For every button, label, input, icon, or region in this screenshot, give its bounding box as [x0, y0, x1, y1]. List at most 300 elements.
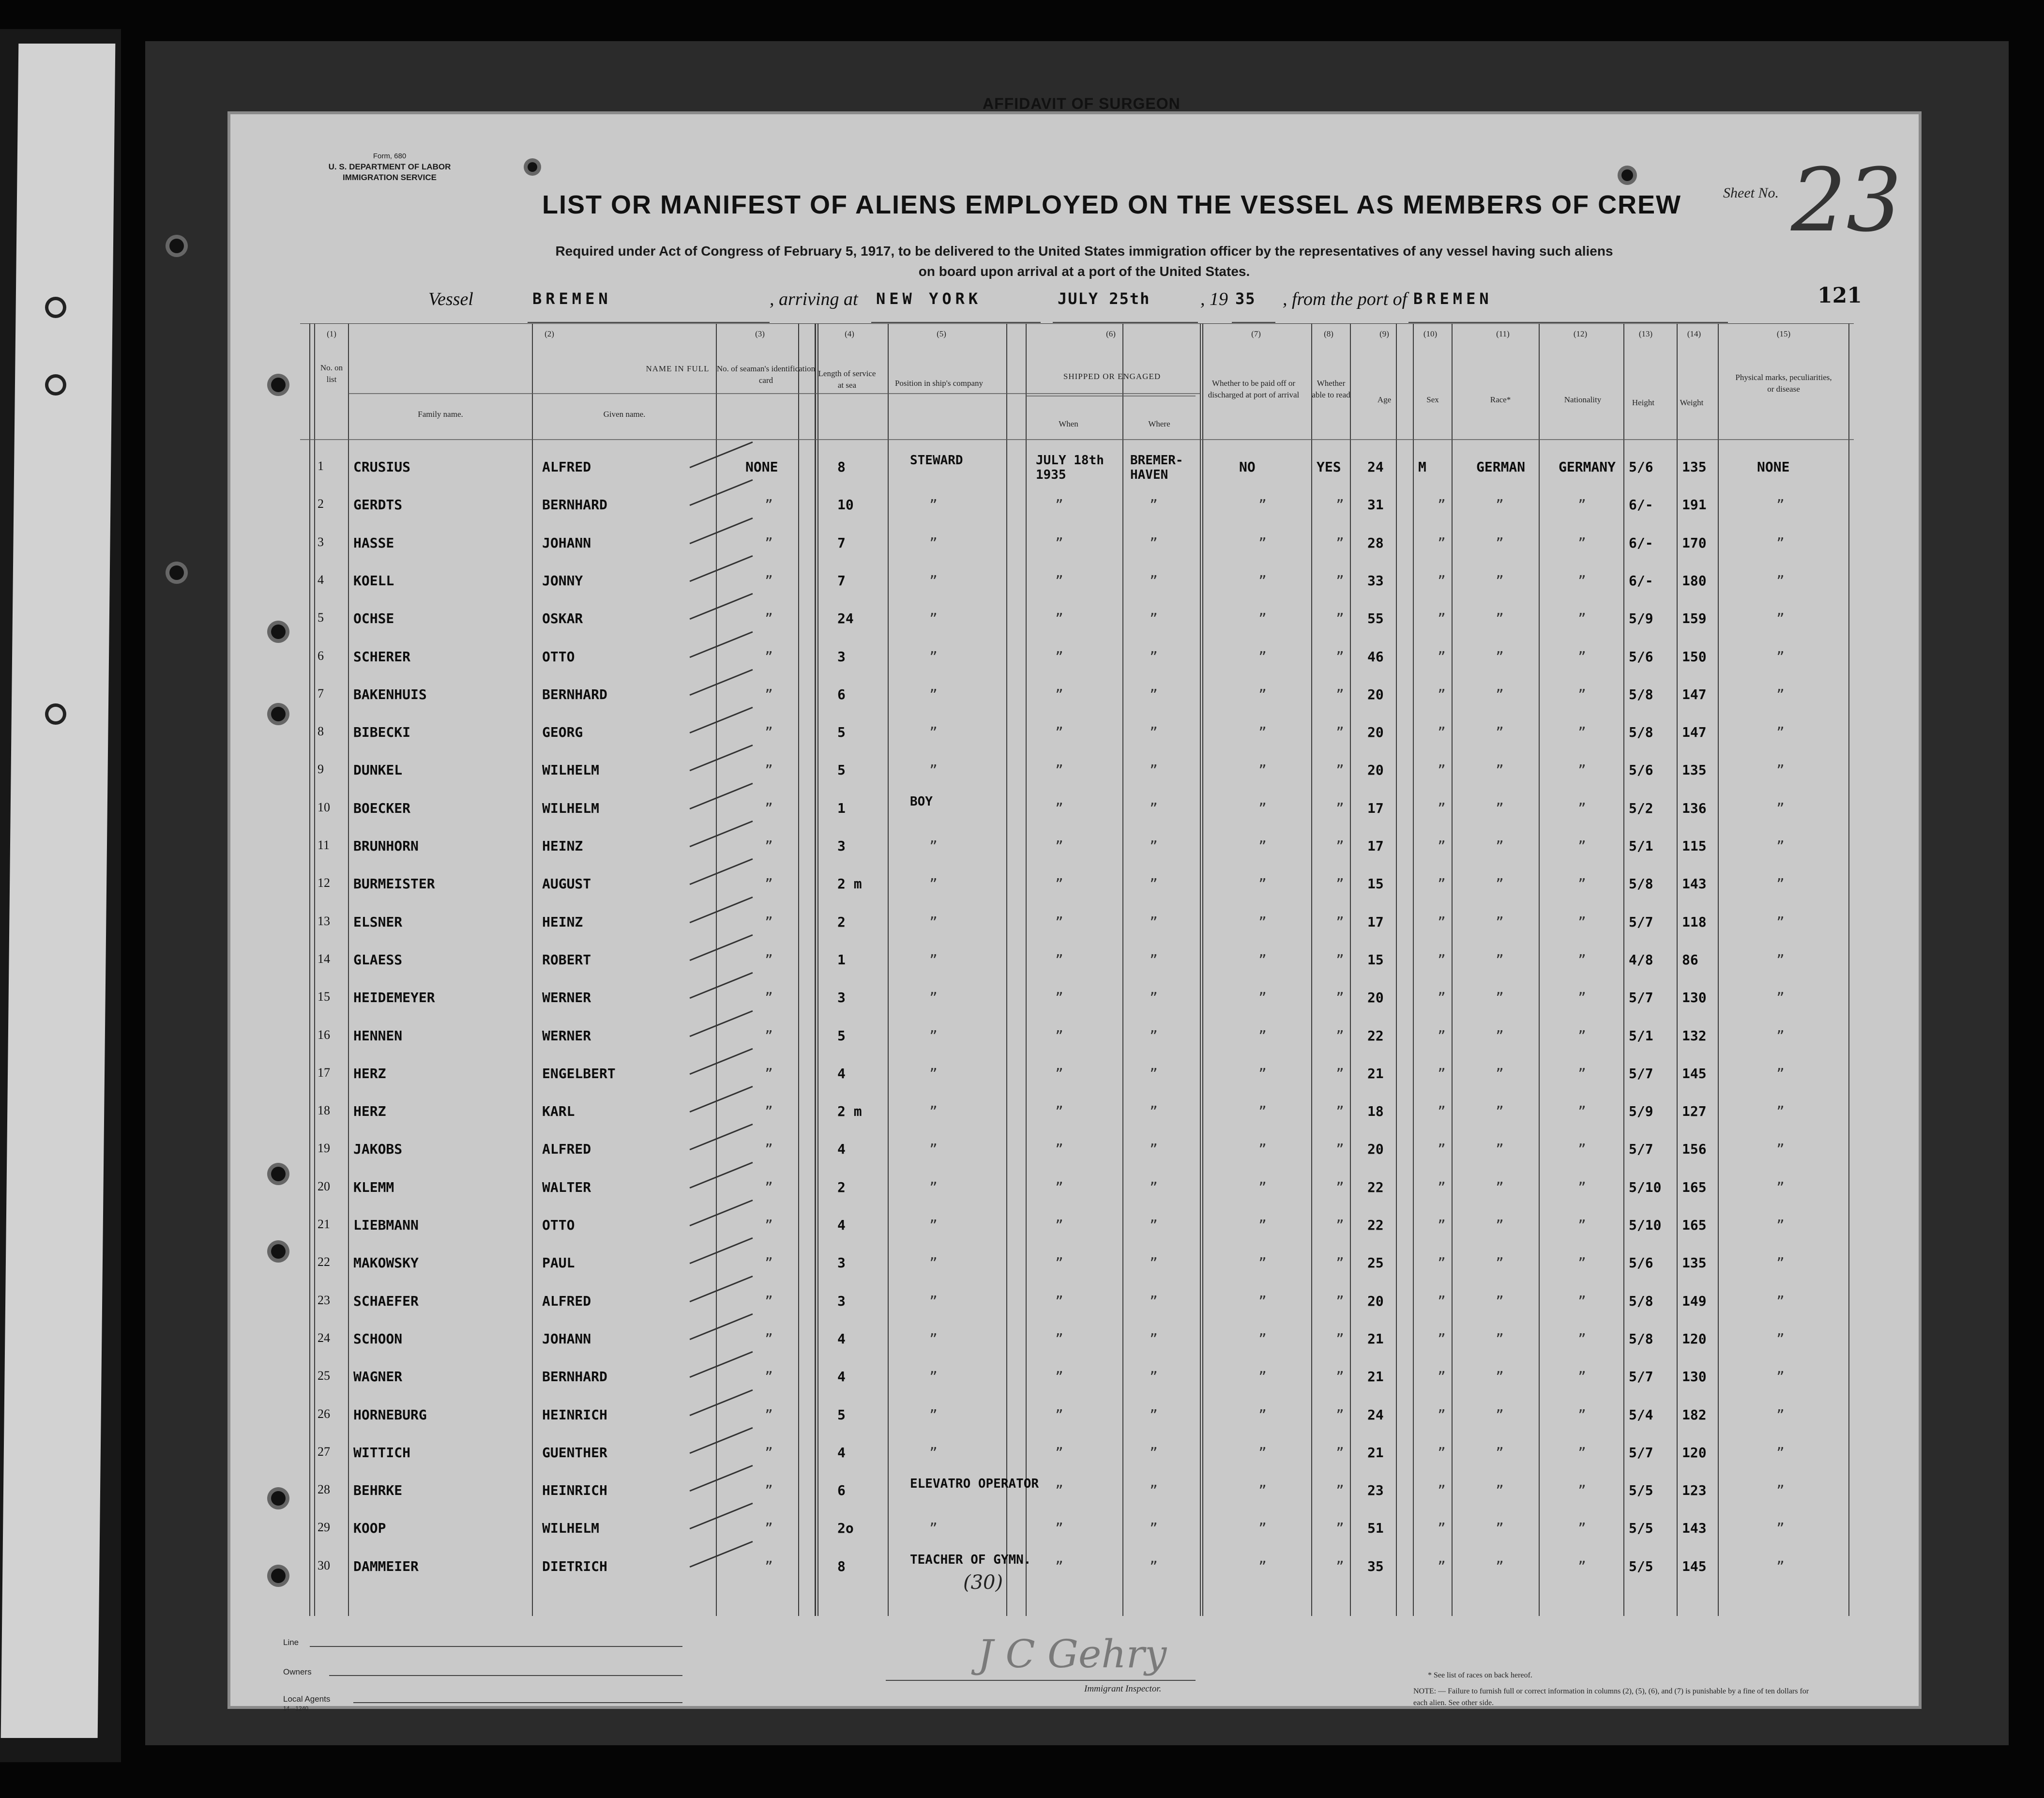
cell-service: 3: [837, 1255, 846, 1271]
cell-paid: ”: [1258, 1520, 1267, 1537]
cell-paid: ”: [1258, 497, 1267, 513]
cell-service: 5: [837, 1406, 846, 1423]
cell-paid: ”: [1258, 572, 1267, 589]
cell-nationality: ”: [1578, 838, 1586, 854]
cell-race: ”: [1496, 1369, 1504, 1385]
cell-position: ”: [929, 1520, 938, 1537]
cell-position: ”: [929, 648, 938, 665]
cell-marks: ”: [1776, 1141, 1785, 1158]
cell-card: ”: [765, 876, 773, 892]
cell-service: 5: [837, 724, 846, 741]
cell-nationality: ”: [1578, 1406, 1586, 1423]
table-row: [300, 1552, 1854, 1596]
cell-nationality: ”: [1578, 1369, 1586, 1385]
underline: [353, 1702, 682, 1703]
cell-age: 15: [1367, 876, 1384, 892]
cell-when: ”: [1055, 1179, 1063, 1195]
cell-sex: ”: [1438, 1558, 1446, 1574]
cell-marks: ”: [1776, 1482, 1785, 1499]
cell-where: BREMER-HAVEN: [1130, 453, 1183, 482]
cell-card: ”: [765, 951, 773, 968]
cell-card: ”: [765, 914, 773, 930]
cell-height: 5/6: [1629, 762, 1653, 778]
cell-paid: ”: [1258, 838, 1267, 854]
cell-sex: ”: [1438, 1369, 1446, 1385]
cell-race: ”: [1496, 1520, 1504, 1537]
header-length-service: Length of service at sea: [818, 369, 876, 390]
cell-paid: ”: [1258, 1179, 1267, 1195]
cell-family: WAGNER: [353, 1369, 403, 1385]
from-label: , from the port of: [1283, 289, 1408, 309]
cell-sex: ”: [1438, 1065, 1446, 1082]
cell-service: 7: [837, 572, 846, 589]
form-header: [281, 151, 499, 183]
cell-no: 16: [318, 1027, 330, 1042]
cell-weight: 145: [1682, 1558, 1707, 1574]
cell-marks: ”: [1776, 1406, 1785, 1423]
cell-no: 1: [318, 459, 324, 473]
cell-position: ”: [929, 1065, 938, 1082]
cell-sex: ”: [1438, 1444, 1446, 1461]
cell-read: ”: [1336, 572, 1344, 589]
cell-given: GUENTHER: [542, 1444, 607, 1461]
cell-where: ”: [1150, 1179, 1158, 1195]
cell-nationality: ”: [1578, 990, 1586, 1006]
cell-sex: ”: [1438, 610, 1446, 627]
cell-when: ”: [1055, 838, 1063, 854]
cell-given: JOHANN: [542, 1330, 591, 1347]
cell-given: ALFRED: [542, 459, 591, 475]
cell-service: 5: [837, 1027, 846, 1044]
cell-race: ”: [1496, 497, 1504, 513]
cell-height: 5/6: [1629, 459, 1653, 475]
cell-paid: ”: [1258, 1103, 1267, 1120]
cell-age: 23: [1367, 1482, 1384, 1499]
cell-where: ”: [1150, 1293, 1158, 1309]
cell-card: ”: [765, 1293, 773, 1309]
header-able-read: Whether able to read: [1312, 379, 1350, 399]
cell-given: ROBERT: [542, 951, 591, 968]
cell-card: ”: [765, 1369, 773, 1385]
cell-position: ”: [929, 1406, 938, 1423]
cell-read: ”: [1336, 951, 1344, 968]
cell-weight: 191: [1682, 497, 1707, 513]
cell-age: 17: [1367, 800, 1384, 816]
cell-read: ”: [1336, 1558, 1344, 1574]
cell-marks: ”: [1776, 1330, 1785, 1347]
cell-family: ELSNER: [353, 914, 403, 930]
cell-nationality: ”: [1578, 1065, 1586, 1082]
binder-hole: [271, 1569, 286, 1583]
cell-height: 5/8: [1629, 686, 1653, 702]
cell-sex: ”: [1438, 497, 1446, 513]
cell-position: ”: [929, 1141, 938, 1158]
cell-sex: ”: [1438, 838, 1446, 854]
header-seaman-card: No. of seaman's identification card: [716, 364, 816, 385]
cell-height: 5/9: [1629, 1103, 1653, 1120]
cell-race: ”: [1496, 1255, 1504, 1271]
cell-when: ”: [1055, 762, 1063, 778]
inspector-label: Immigrant Inspector.: [1084, 1684, 1162, 1694]
cell-weight: 159: [1682, 610, 1707, 627]
cell-weight: 165: [1682, 1179, 1707, 1195]
cell-position: ”: [929, 1369, 938, 1385]
sheet-label: Sheet No.: [1723, 185, 1779, 201]
cell-when: ”: [1055, 1520, 1063, 1537]
cell-card: ”: [765, 762, 773, 778]
year-suffix: 35: [1235, 290, 1256, 308]
cell-marks: ”: [1776, 497, 1785, 513]
cell-nationality: ”: [1578, 1179, 1586, 1195]
cell-race: ”: [1496, 914, 1504, 930]
cell-age: 33: [1367, 572, 1384, 589]
cell-when: ”: [1055, 572, 1063, 589]
cell-marks: ”: [1776, 1027, 1785, 1044]
cell-given: HEINZ: [542, 838, 583, 854]
cell-weight: 182: [1682, 1406, 1707, 1423]
cell-service: 4: [837, 1444, 846, 1461]
cell-age: 21: [1367, 1330, 1384, 1347]
cell-when: ”: [1055, 648, 1063, 665]
cell-service: 6: [837, 686, 846, 702]
cell-weight: 136: [1682, 800, 1707, 816]
header-race: Race*: [1490, 395, 1511, 404]
header-height: Height: [1632, 398, 1655, 407]
cell-marks: ”: [1776, 1369, 1785, 1385]
cell-age: 18: [1367, 1103, 1384, 1120]
header-nationality: Nationality: [1564, 395, 1602, 404]
table-row: [300, 1179, 1854, 1217]
table-row: [300, 724, 1854, 762]
cell-paid: ”: [1258, 1065, 1267, 1082]
col-num: (7): [1251, 329, 1261, 338]
cell-age: 28: [1367, 534, 1384, 551]
cell-service: 4: [837, 1065, 846, 1082]
cell-position: ”: [929, 1217, 938, 1233]
cell-read: ”: [1336, 1065, 1344, 1082]
cell-paid: ”: [1258, 1027, 1267, 1044]
cell-given: WERNER: [542, 1027, 591, 1044]
cell-weight: 149: [1682, 1293, 1707, 1309]
table-row: [300, 794, 1854, 838]
header-shipped: SHIPPED OR ENGAGED: [1063, 372, 1161, 381]
table-row: [300, 497, 1854, 534]
cell-height: 5/7: [1629, 1141, 1653, 1158]
cell-read: ”: [1336, 686, 1344, 702]
cell-read: ”: [1336, 838, 1344, 854]
cell-read: ”: [1336, 1330, 1344, 1347]
header-physical: Physical marks, peculiarities, or disease: [1735, 373, 1832, 394]
cell-sex: ”: [1438, 876, 1446, 892]
cell-age: 20: [1367, 1141, 1384, 1158]
binder-hole: [271, 707, 286, 721]
cell-given: OSKAR: [542, 610, 583, 627]
cell-height: 5/7: [1629, 1065, 1653, 1082]
cell-sex: ”: [1438, 686, 1446, 702]
cell-read: ”: [1336, 1255, 1344, 1271]
cell-service: 2 m: [837, 1103, 862, 1120]
cell-sex: ”: [1438, 648, 1446, 665]
cell-no: 17: [318, 1065, 330, 1080]
underline: [871, 322, 1041, 323]
cell-marks: ”: [1776, 1558, 1785, 1574]
cell-no: 2: [318, 497, 324, 511]
cell-marks: ”: [1776, 648, 1785, 665]
cell-weight: 132: [1682, 1027, 1707, 1044]
underline: [886, 1680, 1196, 1681]
vessel-name: BREMEN: [532, 290, 612, 308]
cell-family: BIBECKI: [353, 724, 411, 741]
cell-read: YES: [1317, 459, 1341, 475]
header-position: Position in ship's company: [894, 379, 984, 388]
cell-weight: 143: [1682, 1520, 1707, 1537]
cell-card: ”: [765, 1255, 773, 1271]
table-row: [300, 1103, 1854, 1141]
cell-marks: ”: [1776, 990, 1785, 1006]
arrival-date: JULY 25th: [1058, 290, 1151, 308]
cell-read: ”: [1336, 1520, 1344, 1537]
cell-position: ”: [929, 497, 938, 513]
crew-table: [300, 323, 1854, 1616]
affidavit-label: AFFIDAVIT OF SURGEON: [983, 95, 1181, 112]
cell-height: 5/2: [1629, 800, 1653, 816]
table-row: [300, 1141, 1854, 1179]
cell-nationality: ”: [1578, 800, 1586, 816]
table-row: [300, 952, 1854, 990]
cell-where: ”: [1150, 1406, 1158, 1423]
cell-given: OTTO: [542, 648, 575, 665]
cell-position: ”: [929, 534, 938, 551]
cell-where: ”: [1150, 1444, 1158, 1461]
cell-service: 6: [837, 1482, 846, 1499]
cell-weight: 127: [1682, 1103, 1707, 1120]
cell-sex: ”: [1438, 914, 1446, 930]
cell-height: 5/10: [1629, 1179, 1662, 1195]
service-name: IMMIGRATION SERVICE: [343, 173, 437, 182]
cell-where: ”: [1150, 990, 1158, 1006]
total-annotation: (30): [963, 1571, 1003, 1594]
cell-position: ”: [929, 1103, 938, 1120]
sheet-number: 23: [1791, 150, 1902, 251]
binder-hole: [271, 1244, 286, 1259]
cell-no: 22: [318, 1255, 330, 1269]
cell-service: 2 m: [837, 876, 862, 892]
subtitle-line-2: on board upon arrival at a port of the United States.: [918, 264, 1250, 279]
cell-weight: 135: [1682, 1255, 1707, 1271]
cell-no: 8: [318, 724, 324, 739]
cell-age: 20: [1367, 686, 1384, 702]
cell-sex: ”: [1438, 800, 1446, 816]
binder-hole: [48, 707, 63, 721]
cell-paid: ”: [1258, 648, 1267, 665]
cell-no: 20: [318, 1179, 330, 1193]
cell-no: 19: [318, 1141, 330, 1156]
cell-weight: 120: [1682, 1330, 1707, 1347]
cell-given: OTTO: [542, 1217, 575, 1233]
cell-where: ”: [1150, 724, 1158, 741]
cell-height: 4/8: [1629, 951, 1653, 968]
cell-where: ”: [1150, 534, 1158, 551]
cell-when: ”: [1055, 1065, 1063, 1082]
cell-where: ”: [1150, 648, 1158, 665]
table-row: [300, 1066, 1854, 1103]
cell-paid: ”: [1258, 534, 1267, 551]
cell-service: 2: [837, 1179, 846, 1195]
cell-nationality: ”: [1578, 724, 1586, 741]
cell-read: ”: [1336, 876, 1344, 892]
cell-position: ”: [929, 1179, 938, 1195]
cell-paid: ”: [1258, 1330, 1267, 1347]
cell-paid: ”: [1258, 762, 1267, 778]
cell-height: 5/5: [1629, 1482, 1653, 1499]
table-row: [300, 876, 1854, 914]
cell-nationality: ”: [1578, 762, 1586, 778]
check-mark: [690, 442, 753, 468]
cell-age: 17: [1367, 914, 1384, 930]
cell-where: ”: [1150, 800, 1158, 816]
cell-sex: ”: [1438, 1406, 1446, 1423]
cell-weight: 180: [1682, 572, 1707, 589]
cell-where: ”: [1150, 762, 1158, 778]
cell-service: 3: [837, 838, 846, 854]
cell-when: ”: [1055, 497, 1063, 513]
cell-read: ”: [1336, 762, 1344, 778]
table-row: [300, 1520, 1854, 1558]
cell-given: BERNHARD: [542, 1369, 607, 1385]
cell-when: ”: [1055, 1103, 1063, 1120]
cell-family: SCHAEFER: [353, 1293, 419, 1309]
cell-nationality: ”: [1578, 534, 1586, 551]
cell-nationality: ”: [1578, 876, 1586, 892]
cell-service: 2: [837, 914, 846, 930]
cell-no: 23: [318, 1293, 330, 1307]
cell-service: 4: [837, 1217, 846, 1233]
cell-service: 1: [837, 800, 846, 816]
cell-no: 6: [318, 648, 324, 663]
cell-family: BRUNHORN: [353, 838, 419, 854]
binder-hole: [169, 239, 184, 253]
header-where: Where: [1148, 419, 1170, 428]
cell-position: ELEVATRO OPERATOR: [910, 1477, 1039, 1492]
cell-family: KOELL: [353, 572, 394, 589]
cell-race: ”: [1496, 876, 1504, 892]
cell-family: LIEBMANN: [353, 1217, 419, 1233]
cell-family: GERDTS: [353, 497, 403, 513]
cell-position: ”: [929, 1444, 938, 1461]
cell-when: ”: [1055, 1482, 1063, 1499]
cell-no: 9: [318, 762, 324, 777]
cell-paid: ”: [1258, 1444, 1267, 1461]
cell-given: GEORG: [542, 724, 583, 741]
cell-service: 5: [837, 762, 846, 778]
cell-when: ”: [1055, 1255, 1063, 1271]
cell-card: ”: [765, 1065, 773, 1082]
cell-position: ”: [929, 1255, 938, 1271]
cell-no: 4: [318, 572, 324, 587]
cell-age: 31: [1367, 497, 1384, 513]
cell-weight: 120: [1682, 1444, 1707, 1461]
table-row: [300, 1477, 1854, 1520]
cell-age: 21: [1367, 1369, 1384, 1385]
cell-position: TEACHER OF GYMN.: [910, 1552, 1031, 1567]
cell-family: HEIDEMEYER: [353, 990, 435, 1006]
cell-given: ENGELBERT: [542, 1065, 616, 1082]
cell-given: ALFRED: [542, 1141, 591, 1158]
page-hole: [528, 162, 537, 172]
cell-marks: NONE: [1757, 459, 1790, 475]
subtitle-line-1: Required under Act of Congress of February 5, 1917, to be delivered to the United States immigration officer by the representatives of any vessel having such aliens: [555, 244, 1613, 259]
cell-marks: ”: [1776, 1179, 1785, 1195]
cell-service: 3: [837, 648, 846, 665]
cell-race: ”: [1496, 1444, 1504, 1461]
cell-weight: 147: [1682, 686, 1707, 702]
cell-service: 8: [837, 1558, 846, 1574]
cell-position: ”: [929, 1330, 938, 1347]
cell-paid: ”: [1258, 1406, 1267, 1423]
cell-given: DIETRICH: [542, 1558, 607, 1574]
col-num: (9): [1379, 329, 1389, 338]
cell-sex: ”: [1438, 1141, 1446, 1158]
cell-position: ”: [929, 686, 938, 702]
cell-family: MAKOWSKY: [353, 1255, 419, 1271]
cell-marks: ”: [1776, 686, 1785, 702]
cell-weight: 150: [1682, 648, 1707, 665]
cell-given: KARL: [542, 1103, 575, 1120]
cell-marks: ”: [1776, 610, 1785, 627]
cell-when: ”: [1055, 1217, 1063, 1233]
cell-when: ”: [1055, 1406, 1063, 1423]
cell-nationality: ”: [1578, 951, 1586, 968]
cell-no: 5: [318, 610, 324, 625]
cell-height: 5/5: [1629, 1558, 1653, 1574]
cell-sex: ”: [1438, 1103, 1446, 1120]
cell-family: BEHRKE: [353, 1482, 403, 1499]
table-row: [300, 1369, 1854, 1406]
cell-paid: ”: [1258, 1293, 1267, 1309]
cell-marks: ”: [1776, 762, 1785, 778]
cell-paid: ”: [1258, 1369, 1267, 1385]
cell-no: 26: [318, 1406, 330, 1421]
cell-paid: ”: [1258, 686, 1267, 702]
cell-where: ”: [1150, 951, 1158, 968]
cell-read: ”: [1336, 1141, 1344, 1158]
cell-weight: 147: [1682, 724, 1707, 741]
cell-age: 24: [1367, 1406, 1384, 1423]
cell-no: 7: [318, 686, 324, 701]
cell-when: ”: [1055, 610, 1063, 627]
cell-card: ”: [765, 610, 773, 627]
cell-age: 20: [1367, 1293, 1384, 1309]
cell-where: ”: [1150, 1027, 1158, 1044]
cell-where: ”: [1150, 1065, 1158, 1082]
cell-nationality: ”: [1578, 572, 1586, 589]
cell-age: 21: [1367, 1444, 1384, 1461]
cell-sex: ”: [1438, 1520, 1446, 1537]
cell-paid: ”: [1258, 951, 1267, 968]
department-name: U. S. DEPARTMENT OF LABOR: [328, 162, 451, 171]
cell-read: ”: [1336, 1406, 1344, 1423]
cell-paid: ”: [1258, 800, 1267, 816]
cell-card: ”: [765, 497, 773, 513]
cell-nationality: ”: [1578, 1141, 1586, 1158]
cell-nationality: ”: [1578, 497, 1586, 513]
cell-race: ”: [1496, 990, 1504, 1006]
cell-where: ”: [1150, 1255, 1158, 1271]
cell-marks: ”: [1776, 800, 1785, 816]
cell-where: ”: [1150, 914, 1158, 930]
cell-no: 10: [318, 800, 330, 814]
binder-hole: [271, 1167, 286, 1181]
